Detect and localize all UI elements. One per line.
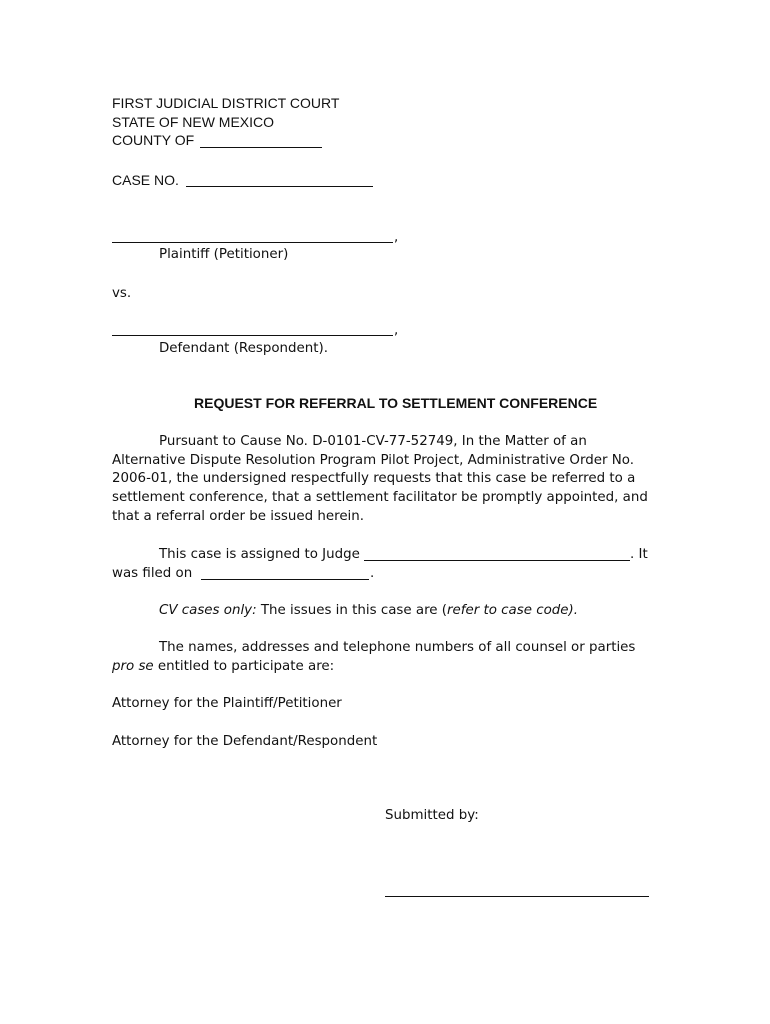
attorney-defendant-label: Attorney for the Defendant/Respondent — [112, 734, 378, 749]
judge-after: . It — [630, 547, 648, 562]
court-name: FIRST JUDICIAL DISTRICT COURT — [112, 95, 340, 111]
court-state: STATE OF NEW MEXICO — [112, 114, 275, 130]
signature-line[interactable] — [385, 896, 649, 897]
filed-period: . — [370, 566, 375, 581]
defendant-label: Defendant (Respondent). — [159, 341, 328, 356]
plaintiff-comma: , — [394, 230, 399, 245]
defendant-name-blank[interactable] — [112, 335, 393, 336]
plaintiff-label: Plaintiff (Petitioner) — [159, 247, 289, 262]
refer-case-code: refer to case code). — [447, 603, 578, 618]
counsel-line2-rest: entitled to participate are: — [153, 659, 335, 674]
filed-date-blank[interactable] — [201, 579, 369, 580]
filed-on-label: was filed on — [112, 566, 193, 581]
versus: vs. — [112, 286, 132, 301]
submitted-by-label: Submitted by: — [385, 808, 479, 823]
para1-line: settlement conference, that a settlement facilitator be promptly appointed, and — [112, 490, 648, 505]
cv-cases-only: CV cases only: — [159, 603, 257, 618]
para1-line: 2006-01, the undersigned respectfully requests that this case be referred to a — [112, 471, 636, 486]
document-title: REQUEST FOR REFERRAL TO SETTLEMENT CONFERENCE — [194, 395, 598, 411]
county-blank[interactable] — [200, 147, 322, 148]
judge-lead: This case is assigned to Judge — [159, 547, 360, 562]
case-no-label: CASE NO. — [112, 172, 179, 188]
county-label: COUNTY OF — [112, 132, 195, 148]
plaintiff-name-blank[interactable] — [112, 242, 393, 243]
counsel-line1: The names, addresses and telephone numbers of all counsel or parties — [159, 640, 636, 655]
pro-se: pro se — [112, 659, 154, 674]
para1-line: Alternative Dispute Resolution Program Pilot Project, Administrative Order No. — [112, 453, 634, 468]
judge-name-blank[interactable] — [364, 560, 630, 561]
counsel-line2 — [112, 657, 334, 676]
para1-line: that a referral order be issued herein. — [112, 509, 365, 524]
attorney-plaintiff-label: Attorney for the Plaintiff/Petitioner — [112, 696, 342, 711]
cv-cases-line — [159, 601, 578, 620]
issues-text: The issues in this case are ( — [256, 603, 448, 618]
defendant-comma: , — [394, 323, 399, 338]
para1-line: Pursuant to Cause No. D-0101-CV-77-52749, In the Matter of an — [159, 434, 587, 449]
case-no-blank[interactable] — [186, 186, 373, 187]
